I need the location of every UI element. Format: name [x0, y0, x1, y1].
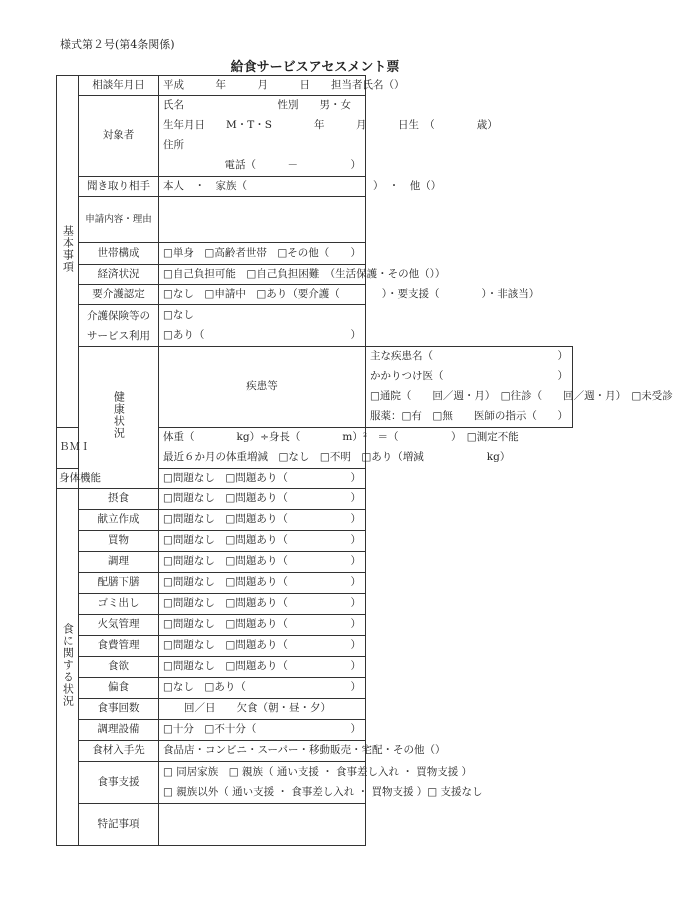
row-bmi: ＢＭＩ 体重（ kg）÷身長（ m）² ＝（ ） □測定不能 最近６か月の体重増減 □なし □不明 □あり（増減 kg） — [57, 428, 573, 469]
field-reason[interactable] — [159, 197, 366, 243]
label-consult-date: 相談年月日 — [79, 76, 159, 96]
row-disease: 健康状況 疾患等 主な疾患名（ ） かかりつけ医（ ） □通院（ 回／週・月） □往診（ 回／週・月） □未受診 服薬：□有 □無 医師の指示（ ） — [57, 347, 573, 428]
row-cooking-equipment: 調理設備 □十分 □不十分（ ） — [57, 720, 573, 741]
row-physical: 身体機能 □問題なし □問題あり（ ） — [57, 469, 573, 489]
field-target[interactable] — [159, 96, 498, 177]
row-reason: 申請内容・理由 — [57, 197, 573, 243]
row-meal-2: 買物 □問題なし □問題あり（ ） — [57, 531, 573, 552]
row-meal-9: 偏食 □なし □あり（ ） — [57, 678, 573, 699]
form-number: 様式第２号(第4条関係) — [60, 38, 175, 51]
row-economic: 経済状況 □自己負担可能 □自己負担困難 （生活保護・その他（ ）） — [57, 265, 573, 285]
row-meal-3: 調理 □問題なし □問題あり（ ） — [57, 552, 573, 573]
section-health: 健康状況 — [79, 347, 159, 489]
row-food-source: 食材入手先 食品店・コンビニ・スーパー・移動販売・宅配・その他（ ） — [57, 741, 573, 762]
assessment-table — [56, 75, 673, 846]
row-meal-5: ゴミ出し □問題なし □問題あり（ ） — [57, 594, 573, 615]
row-target — [57, 96, 573, 177]
row-meal-4: 配膳下膳 □問題なし □問題あり（ ） — [57, 573, 573, 594]
page-title: 給食サービスアセスメント票 — [230, 60, 400, 75]
row-interviewee: 聞き取り相手 本人 ・ 家族（ ） ・ 他（ ） — [57, 177, 573, 197]
address-label: 住所 — [163, 139, 184, 152]
dob-field: 生年月日 M・T・S 年 月 日生 （ 歳） — [163, 119, 498, 132]
row-meal-7: 食費管理 □問題なし □問題あり（ ） — [57, 636, 573, 657]
row-household: 世帯構成 □単身 □高齢者世帯 □その他（ ） — [57, 243, 573, 265]
section-meal: 食に関する状況 — [57, 489, 79, 846]
row-meal-0: 食に関する状況 摂食 □問題なし □問題あり（ ） — [57, 489, 573, 510]
field-notes[interactable] — [159, 804, 366, 846]
row-meal-6: 火気管理 □問題なし □問題あり（ ） — [57, 615, 573, 636]
gender-field: 性別 男・女 — [277, 99, 351, 112]
section-basic: 基本事項 — [57, 76, 79, 428]
phone-field: 電話（ － ） — [224, 159, 361, 172]
name-label: 氏名 — [163, 99, 184, 112]
field-consult-date[interactable]: 平成 年 月 日 担当者氏名（ ） — [159, 76, 366, 96]
row-meal-1: 献立作成 □問題なし □問題あり（ ） — [57, 510, 573, 531]
label-target: 対象者 — [79, 96, 159, 177]
row-meal-support: 食事支援 □ 同居家族 □ 親族（ 通い支援 ・ 食事差し入れ ・ 買物支援 ） □ 親族以外（ 通い支援 ・ 食事差し入れ ・ 買物支援 ）□ 支援なし — [57, 762, 573, 804]
row-notes: 特記事項 — [57, 804, 573, 846]
row-care-cert: 要介護認定 □なし □申請中 □あり（要介護（ ）・要支援（ ）・非該当） — [57, 285, 573, 305]
row-meal-count: 食事回数 回／日 欠食（朝・昼・夕） — [57, 699, 573, 720]
row-care-insurance: 介護保険等の サービス利用 □なし □あり（ ） — [57, 305, 573, 347]
row-meal-8: 食欲 □問題なし □問題あり（ ） — [57, 657, 573, 678]
row-consult-date — [57, 76, 573, 96]
